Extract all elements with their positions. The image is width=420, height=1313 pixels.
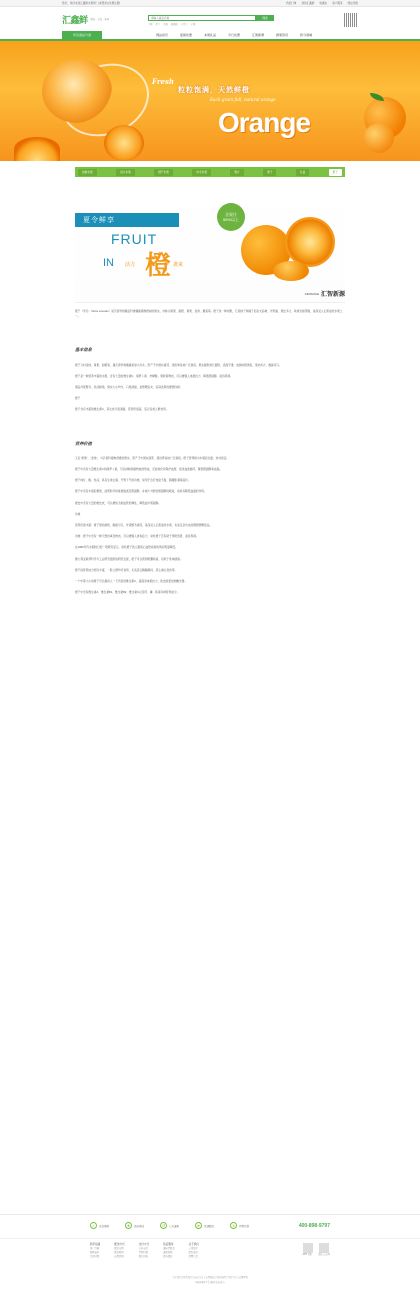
nav-item-deals[interactable]: 今日优惠 [228, 33, 241, 37]
hero-banner[interactable] [0, 41, 420, 161]
juice-badge-top: 含果汁 [225, 212, 237, 217]
nav-item-home[interactable]: 网站首页 [156, 33, 169, 37]
article-paragraph: 功效：橙子中含有一种天然抗氧化物质，可以增强人体免疫力，常吃橙子还有助于预防感冒、美容养颜。 [75, 535, 199, 539]
article-paragraph: 橙子（学名：Citrus sinensis）是芸香科柑橘亚科柑橘属植物橙树的果实，亦称为黄果、甜橙、黄果、金球、鹅蛋等。橙子是一种柑果，它是柚子和橘子的杂交品种，外形圆、果皮多汁，味道甘甜带酸，是深受人们喜爱的水果之一。 [75, 310, 343, 319]
footer-link[interactable]: 配送时间 [114, 1252, 124, 1254]
copyright [0, 1276, 420, 1285]
article-label: 功效 [75, 512, 81, 516]
hotword-link[interactable]: 香蕉 [163, 24, 168, 26]
footer-col-title: 售后服务 [163, 1243, 174, 1246]
service-label: 货到付款 [239, 1224, 250, 1228]
cash-icon: ¥ [230, 1222, 237, 1229]
juice-badge-bottom: 55%以上 [222, 217, 239, 222]
subnav-item[interactable]: 时令水果 [192, 169, 211, 176]
orange-fruit-image [273, 261, 309, 281]
top-link-account[interactable]: 我的汇鑫鲜 [301, 2, 315, 5]
service-label: 正品保障 [99, 1224, 110, 1228]
category-subnav [75, 167, 345, 177]
footer-col [139, 1243, 149, 1270]
article-paragraph: 橙子中含有维生素A、维生素B1、维生素B2、维生素C以及钙、磷、铁等多种营养成分。 [75, 591, 180, 595]
top-link-orders[interactable]: 我的订单 [286, 2, 297, 5]
service-item [195, 1222, 214, 1229]
footer-col [90, 1243, 100, 1270]
brand-cn: 汇智新源 [320, 292, 345, 298]
orange-half-image [285, 217, 335, 267]
footer-link[interactable]: 配送范围 [114, 1248, 124, 1250]
footer-col-title: 关于我们 [188, 1243, 199, 1246]
promo-vital-text: 活力 [125, 262, 136, 268]
hotline-number: 400-898-9797 [298, 1222, 330, 1229]
orange-fruit-image [364, 123, 394, 153]
section-heading-basic: 基本信息 [75, 347, 92, 353]
all-categories-button[interactable]: 所有商品分类 [62, 31, 102, 39]
article-paragraph: 橙子是一种营养丰富的水果，含有大量的维生素C、胡萝卜素、柠檬酸、果胶等物质，可以增强人体抵抗力、降低胆固醇、美容养颜。 [75, 374, 233, 378]
hotword-link[interactable]: 苹果 [148, 24, 153, 26]
shield-icon: ✓ [91, 1223, 96, 1228]
footer-link[interactable]: 联系我们 [188, 1252, 198, 1254]
footer-links [0, 1238, 420, 1274]
footer-link[interactable]: 退款说明 [163, 1252, 173, 1254]
top-utility-bar [0, 0, 420, 7]
top-links [286, 1, 358, 5]
promo-in-text: IN [103, 257, 114, 269]
service-item [125, 1222, 144, 1229]
qr-code-icon [319, 1243, 329, 1253]
footer-col-title: 配送方式 [114, 1243, 125, 1246]
subnav-item[interactable]: 礼盒 [296, 169, 309, 176]
juice-badge [217, 203, 245, 231]
product-article [75, 309, 345, 595]
service-guarantees [0, 1214, 420, 1236]
app-item[interactable] [319, 1243, 331, 1270]
footer-col [189, 1243, 199, 1270]
article-paragraph: 橙子中含有大量维生素C和胡萝卜素，可以抑制致癌物质的形成，还能软化和保护血管，促进血液循环，降低胆固醇和血脂。 [75, 468, 223, 472]
article-paragraph: 橙皮中含有大量的橙皮甙，可以增加毛细血管的弹性，降低血中胆固醇。 [75, 501, 161, 505]
orange-splash-image [42, 59, 112, 123]
top-link-sitemap[interactable]: 网站导航 [347, 2, 358, 5]
app-downloads [303, 1243, 331, 1270]
top-link-service[interactable]: 客户服务 [332, 2, 343, 5]
welcome-text: 您好，欢迎来到汇鑫鲜水果网！[请登录] [免费注册] [62, 2, 121, 5]
service-label: 品质保证 [134, 1224, 145, 1228]
footer-link[interactable]: 用户注册 [90, 1248, 100, 1250]
hotword-link[interactable]: 猕猴桃 [170, 24, 178, 26]
promo-brand [305, 289, 345, 298]
nav-item-promotions[interactable]: 促销优惠 [180, 33, 193, 37]
footer-link[interactable]: 银行转账 [138, 1256, 148, 1258]
quality-icon: ★ [126, 1223, 131, 1228]
footer-col [114, 1243, 124, 1270]
banner-slogan-en: Each grain full, natural orange [210, 97, 276, 102]
article-paragraph: 又名“黄果”、“金球”，为芸香科植物香橙的果实，原产于中国东南部，现世界各地广泛栽培。橙子营养极为丰富而全面，老幼皆宜。 [75, 456, 230, 460]
orange-slice-image [14, 137, 60, 161]
footer-col [163, 1243, 175, 1270]
brand-en: ADVANCE [304, 291, 319, 296]
truck-icon: ➤ [196, 1223, 201, 1228]
service-label: 七天退换 [169, 1224, 180, 1228]
article-paragraph: 在1980年代末期进行的一项研究显示，常吃橙子的人罹患心血管疾病的风险明显降低。 [75, 546, 178, 550]
subnav-item[interactable]: 果汁 [230, 169, 243, 176]
search-box [148, 15, 274, 26]
nav-item-gifts[interactable]: 本周礼品 [204, 33, 217, 37]
main-content [75, 167, 345, 595]
orange-half-image [104, 125, 144, 161]
banner-title: Orange [218, 107, 311, 138]
footer-nav-links[interactable]: 关于我们 | 联系我们 | 商家入驻 | 友情链接 | 网站地图 | 营销中心 | 法律声明 [172, 1277, 248, 1279]
service-item [90, 1222, 109, 1229]
section-heading-nutrition: 营养价值 [75, 440, 92, 446]
search-button[interactable]: 搜索 [256, 15, 274, 21]
qr-code-icon [344, 13, 358, 27]
hotword-link[interactable]: 芒果 [190, 24, 196, 26]
logo-tagline: 精选 · 天然 · 新鲜 [90, 17, 110, 21]
footer-link[interactable]: 投诉建议 [163, 1256, 173, 1258]
subnav-item[interactable]: 热销水果 [78, 169, 97, 176]
article-paragraph: 橙子含有丰富的维生素C，其生食口感清甜，营养价值高，适合各类人群食用。 [75, 408, 169, 412]
nav-item-points[interactable]: 积分商城 [300, 33, 313, 37]
footer-link[interactable]: 公司简介 [188, 1248, 198, 1250]
article-paragraph: 橙子 [75, 397, 81, 401]
article-paragraph: 澳大利亚联邦科学与工业研究组织的研究发现，橙子可以预防胆囊疾病，有助于身体健康。 [75, 557, 183, 561]
article-paragraph: 一个中等大小的橙子可以提供人一天所需的维生素C，提高身体抵抗力，使皮肤更加细嫩光滑。 [75, 580, 188, 584]
footer-link[interactable]: 常见问题 [90, 1256, 100, 1258]
hot-keywords [148, 22, 274, 26]
main-nav [0, 31, 420, 41]
app-item[interactable] [303, 1243, 313, 1270]
footer-link[interactable]: 运费说明 [114, 1256, 124, 1258]
article-paragraph: 果品外观整齐，色泽鲜艳，果实大小均匀，口感清甜，是馈赠亲友、家庭食用的理想选择。 [75, 386, 183, 390]
app-label: 微信公众号 [318, 1254, 330, 1256]
footer-col-title: 新手指南 [90, 1243, 101, 1246]
subnav-item-active[interactable]: 橙子 [329, 169, 342, 176]
footer-col-title: 支付方式 [138, 1243, 150, 1246]
article-paragraph: 橙子中含有丰富的果胶，能帮助尽快排泄脂类及胆固醇，并减少外源性胆固醇的吸收，故具有降低血脂的作用。 [75, 490, 207, 494]
site-header [0, 7, 420, 31]
article-paragraph: 营养价值丰富：橙子颜色鲜艳，酸甜可口，外观整齐漂亮，是深受人们喜爱的水果，也是走亲访友的理想馈赠佳品。 [75, 524, 213, 528]
top-link-favorites[interactable]: 收藏夹 [319, 2, 328, 5]
article-paragraph: 橙子又叫金球、黄果、甜橙等，属芸香科柑橘属常绿小乔木，原产于中国东南部，现世界各地广泛栽培。果实圆形或长圆形，表面平滑，成熟时橙黄色，果肉多汁，酸甜可口。 [75, 363, 282, 367]
copyright-text: Copyright © 汇鑫鲜 版权所有 [195, 1281, 225, 1284]
promo-orange-char: 橙 [145, 250, 172, 280]
footer-link[interactable]: 退换货政策 [163, 1248, 175, 1250]
subnav-item[interactable]: 进口水果 [116, 169, 135, 176]
logo[interactable] [62, 13, 109, 26]
subnav-item[interactable]: 果干 [263, 169, 276, 176]
app-label: APP下载 [302, 1254, 312, 1256]
promo-band: 夏令鲜享 [75, 213, 179, 227]
footer-link[interactable]: 在线支付 [138, 1248, 148, 1250]
search-input[interactable] [148, 15, 256, 21]
footer-link[interactable]: 招聘信息 [188, 1256, 198, 1258]
banner-slogan: 粒粒饱满，天然鲜橙 [178, 87, 250, 94]
hotword-link[interactable]: 车厘子 [180, 24, 188, 26]
banner-fresh-text: Fresh [152, 77, 175, 86]
promo-fruit-text: FRUIT [111, 231, 158, 247]
footer-link[interactable]: 货到付款 [138, 1252, 148, 1254]
nav-item-brand[interactable]: 汇智新源 [252, 33, 265, 37]
logo-text: 汇鑫鲜 [62, 14, 88, 25]
service-label: 急速配送 [204, 1224, 215, 1228]
return-icon: ↺ [161, 1223, 166, 1228]
footer-link[interactable]: 购物流程 [90, 1252, 100, 1254]
article-paragraph: 橙子味甘、酸、性凉，具有生津止渴、开胃下气的功效，常用于治疗食欲不振、胸腹胀满等症状。 [75, 479, 191, 483]
article-paragraph: 橙子的营养成分相当丰富，一般人群均可食用，尤其适合胸膈满闷、恶心欲吐者食用。 [75, 568, 178, 572]
service-item [230, 1222, 249, 1229]
product-promo-image [75, 189, 345, 303]
hotword-link[interactable]: 橙子 [155, 24, 161, 26]
promo-attack-text: 袭来 [173, 262, 184, 268]
subnav-item[interactable]: 国产水果 [154, 169, 173, 176]
nav-item-news[interactable]: 鲜果资讯 [276, 33, 289, 37]
qr-code-icon [303, 1243, 313, 1253]
service-item [160, 1222, 179, 1229]
